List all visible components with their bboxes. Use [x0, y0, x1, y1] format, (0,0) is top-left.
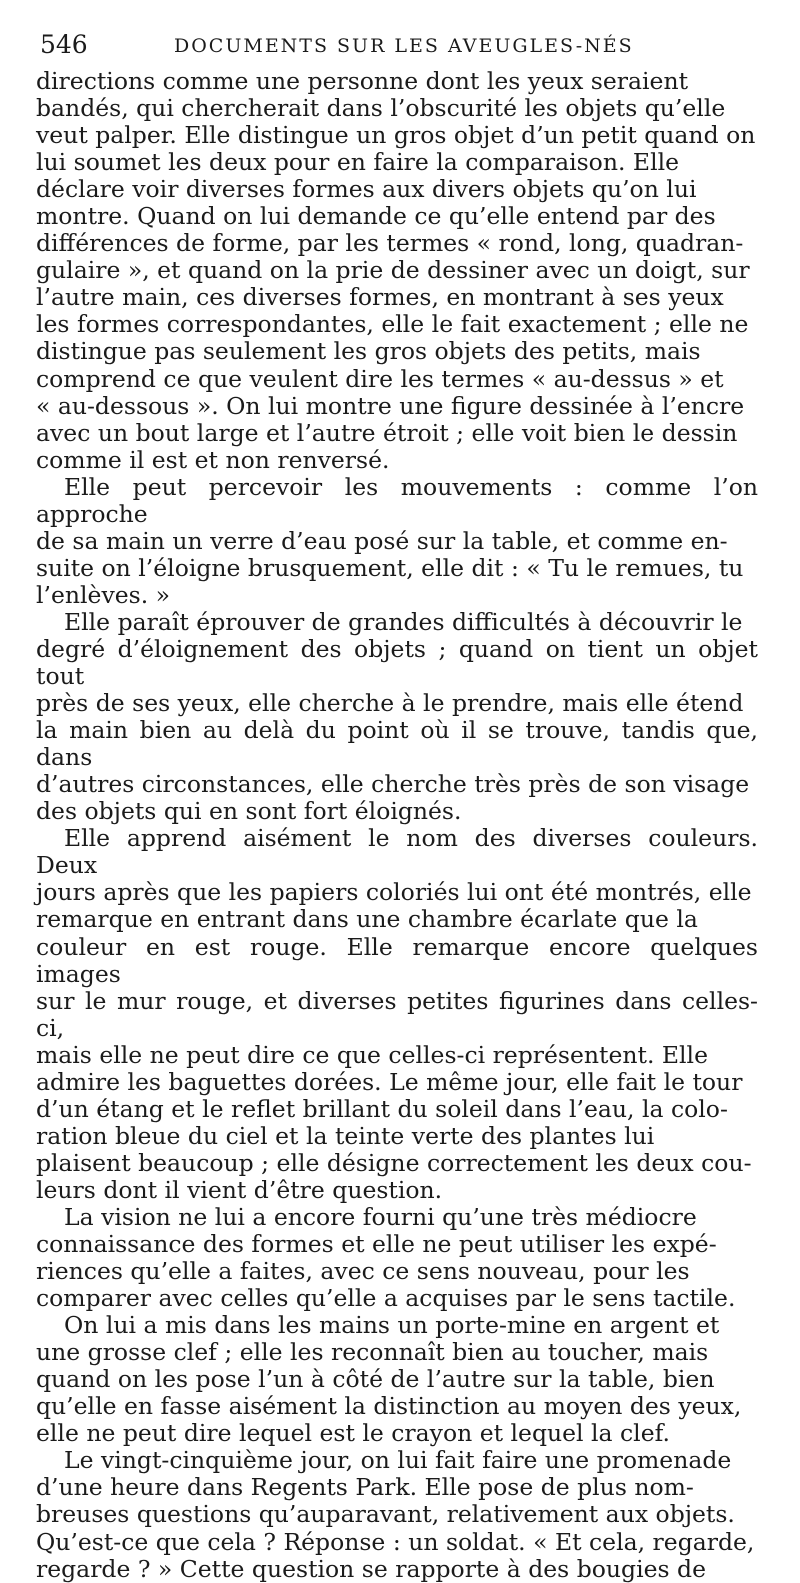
paragraph-movements: Elle peut percevoir les mouvements : comme l’on approche de sa main un verre d’eau posé sur la table, et comme en- suite on l’éloigne brusquement, elle dit : « Tu le remues, tu l’enlèves. » [36, 472, 758, 609]
paragraph-vision-forms: La vision ne lui a encore fourni qu’une très médiocre connaissance des formes et elle ne peut utiliser les expé- riences qu’elle a faites, avec ce sens nouveau, pour les comparer avec celles qu’elle a acquises par le sens tactile. [36, 1202, 736, 1313]
page-header [36, 26, 758, 66]
paragraph-continued: directions comme une personne dont les yeux seraient bandés, qui chercherait dans l’obscurité les objets qu’elle veut palper. Elle distingue un gros objet d’un petit quand on lui soumet les deux pour en faire la comparaison. Elle déclare voir diverses formes aux divers objets qu’on lui montre. Quand on lui demande ce qu’elle entend par des différences de forme, par les termes « rond, long, quadran- gulaire », et quand on la prie de dessiner avec un doigt, sur l’autre main, ces diverses formes, en montrant à ses yeux les formes correspondantes, elle le fait exactement ; elle ne distingue pas seulement les gros objets des petits, mais comprend ce que veulent dire les termes « au-dessus » et « au-dessous ». On lui montre une figure dessinée à l’encre avec un bout large et l’autre étroit ; elle voit bien le dessin comme il est et non renversé. [36, 67, 756, 474]
page-number: 546 [40, 30, 88, 59]
paragraph-distance: Elle paraît éprouver de grandes difficultés à découvrir le degré d’éloignement des objets ; quand on tient un objet tout près de ses yeux, elle cherche à le prendre, mais elle étend la main bien au delà du point où il se trouve, tandis que, dans d’autres circonstances, elle cherche très près de son visage des objets qui en sont fort éloignés. [36, 607, 758, 826]
paragraph-pencil-key: On lui a mis dans les mains un porte-mine en argent et une grosse clef ; elle les reconnaît bien au toucher, mais quand on les pose l’un à côté de l’autre sur la table, bien qu’elle en fasse aisément la distinction au moyen des yeux, elle ne peut dire lequel est le crayon et lequel la clef. [36, 1311, 742, 1448]
paragraph-regents-park: Le vingt-cinquième jour, on lui fait faire une promenade d’une heure dans Regents Park. Elle pose de plus nom- breuses questions qu’auparavant, relativement aux objets. Qu’est-ce que cela ? Réponse : un soldat. « Et cela, regarde, regarde ? » Cette question se rapporte à des bougies de [36, 1446, 755, 1583]
running-head: DOCUMENTS SUR LES AVEUGLES-NÉS [174, 35, 634, 57]
book-page [36, 26, 758, 1583]
paragraph-colors: Elle apprend aisément le nom des diverses couleurs. Deux jours après que les papiers coloriés lui ont été montrés, elle remarque en entrant dans une chambre écarlate que la couleur en est rouge. Elle remarque encore quelques images sur le mur rouge, et diverses petites figurines dans celles-ci, mais elle ne peut dire ce que celles-ci représentent. Elle admire les baguettes dorées. Le même jour, elle fait le tour d’un étang et le reflet brillant du soleil dans l’eau, la colo- ration bleue du ciel et la teinte verte des plantes lui plaisent beaucoup ; elle désigne correctement les deux cou- leurs dont il vient d’être question. [36, 824, 758, 1204]
